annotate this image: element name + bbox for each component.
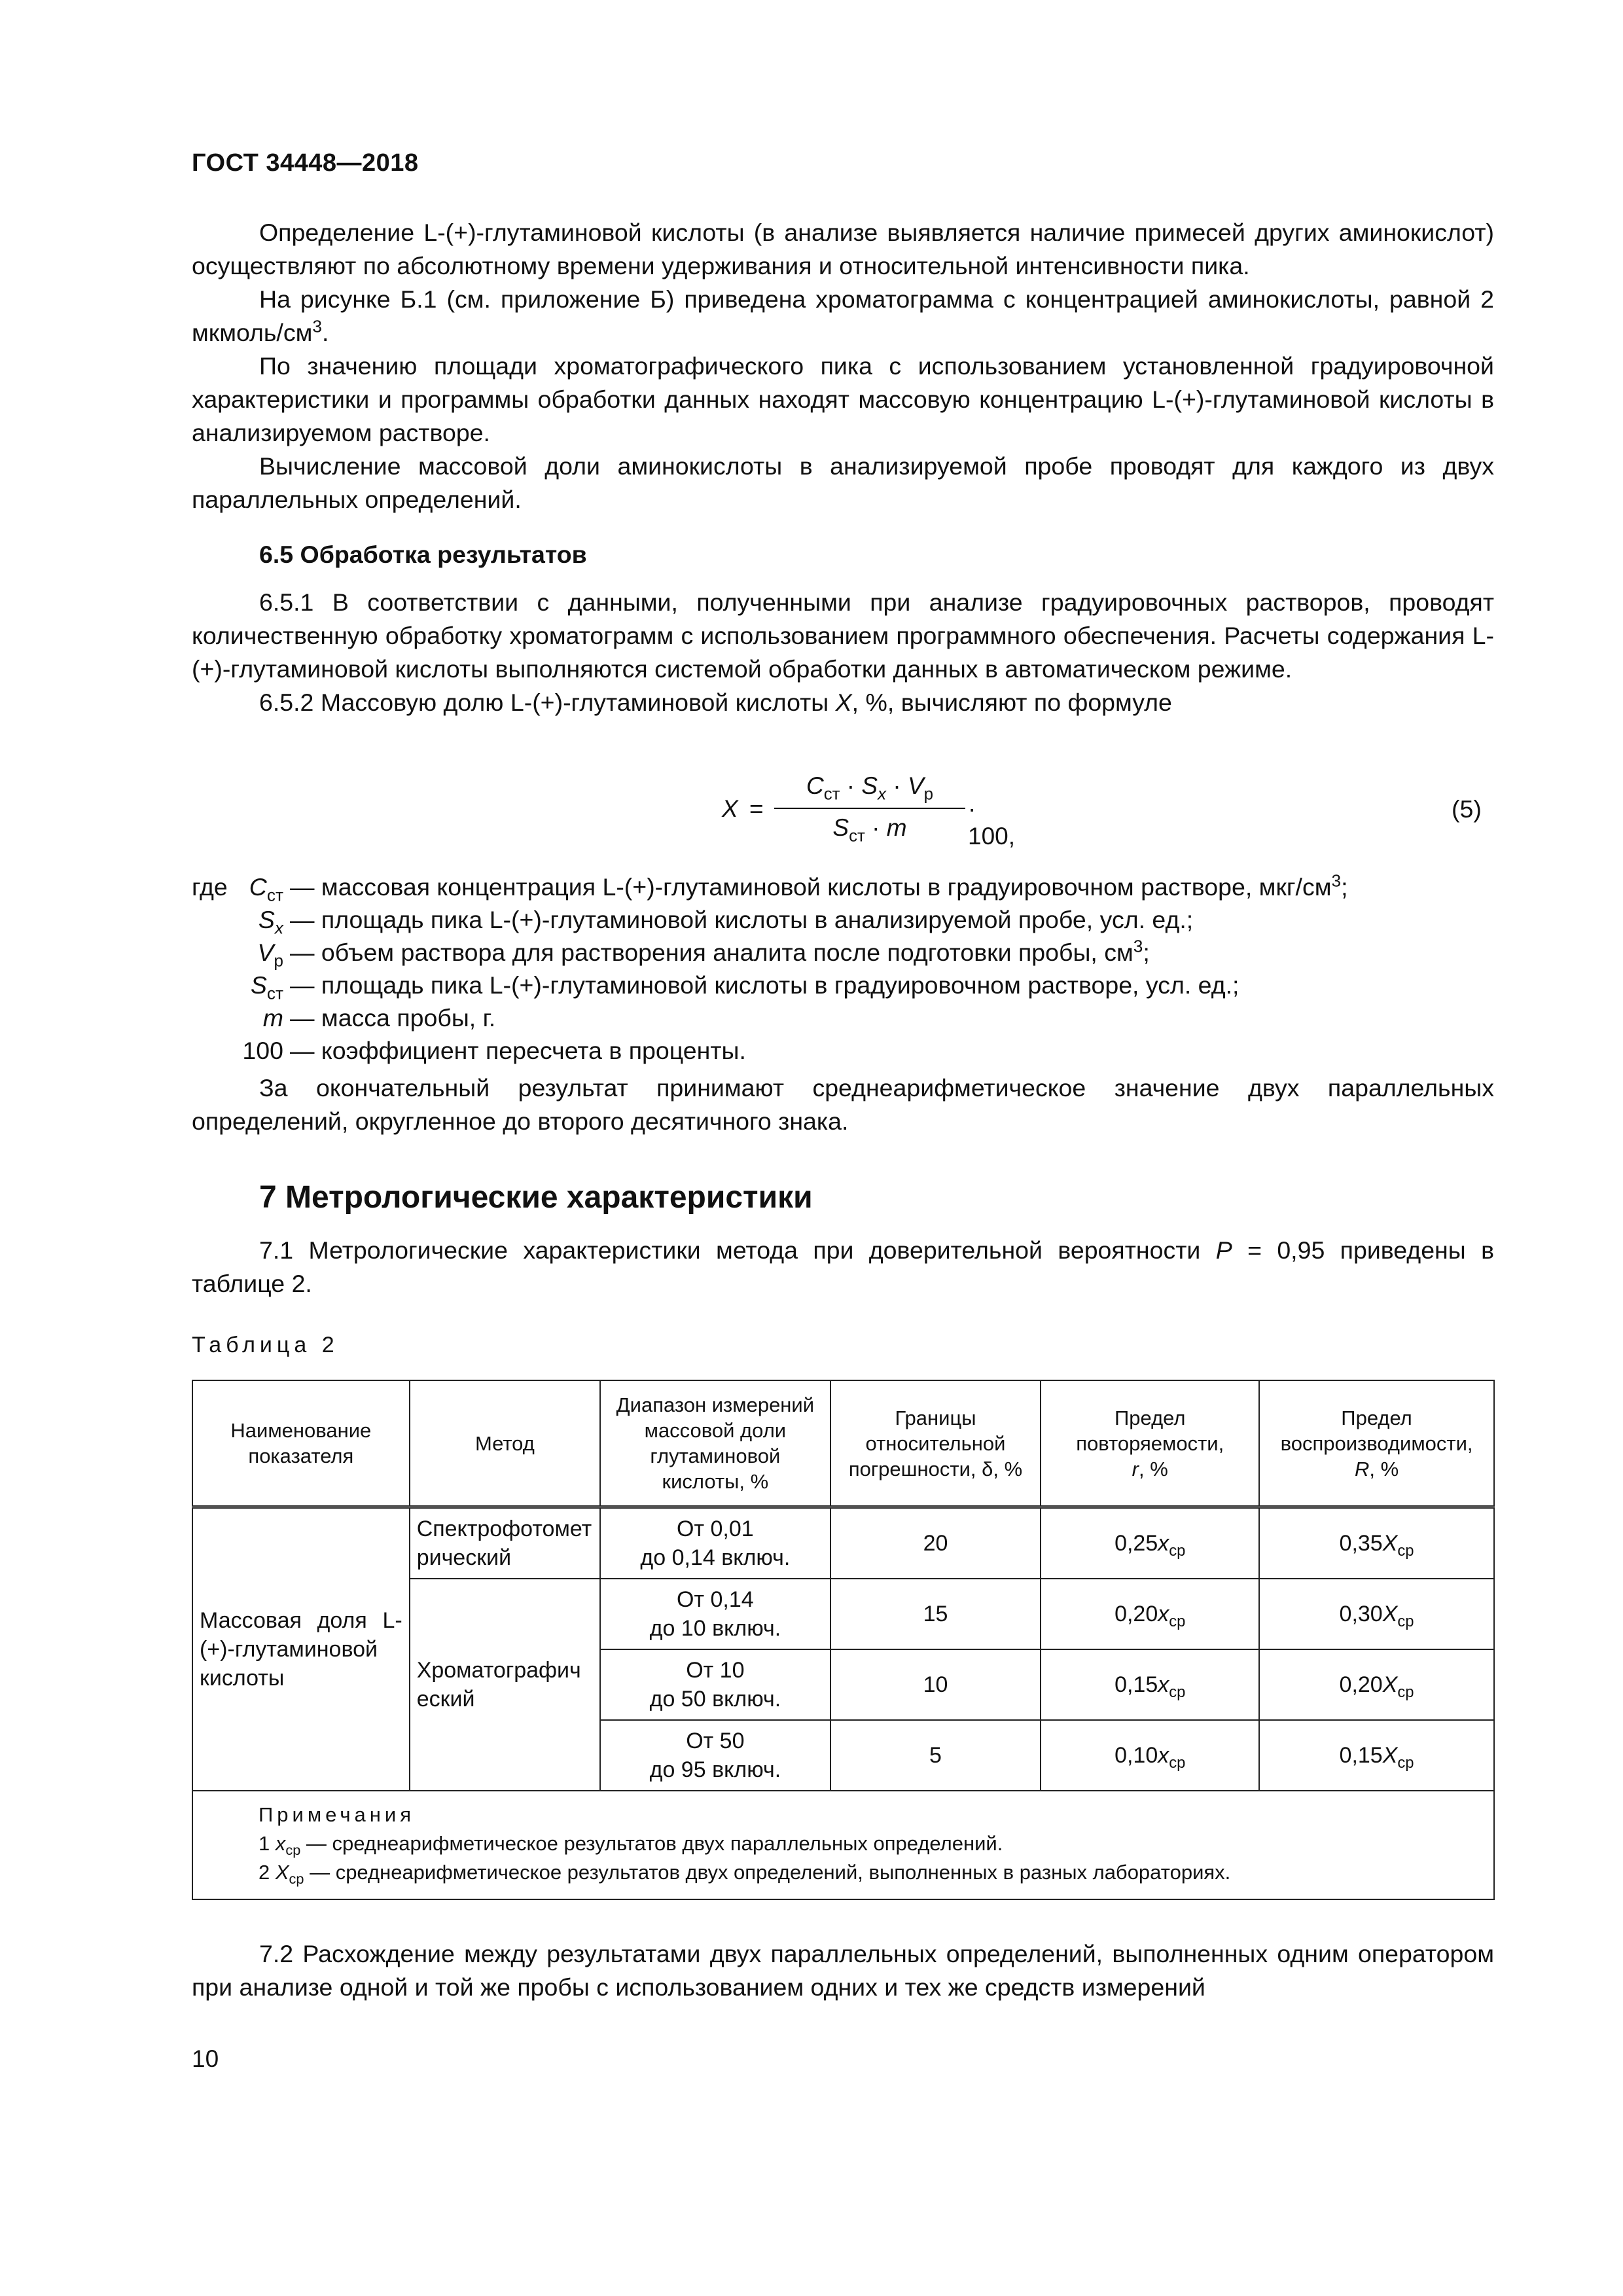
header-reproducibility: Предел воспроизводимости, R, %	[1259, 1380, 1494, 1507]
section-6-5-text	[192, 586, 1494, 719]
paragraph: Вычисление массовой доли аминокислоты в анализируемой пробе проводят для каждого из двух параллельных определений.	[192, 452, 1494, 513]
paragraph: Определение L-(+)-глутаминовой кислоты (в анализе выявляется наличие примесей других аминокислот) осуществляют по абсолютному времени удерживания и относительной интенсивности пика.	[192, 219, 1494, 279]
final-result-paragraph: За окончательный результат принимают среднеарифметическое значение двух параллельных определений, округленное до второго десятичного знака.	[192, 1074, 1494, 1135]
section-heading-6-5: 6.5 Обработка результатов	[259, 541, 587, 568]
header-range: Диапазон измерений массовой доли глутаминовой кислоты, %	[600, 1380, 830, 1507]
table-row	[192, 1507, 1494, 1579]
indicator-cell: Массовая доля L-(+)-глутаминовой кислоты	[192, 1507, 410, 1791]
header-repeatability: Предел повторяемости, r, %	[1041, 1380, 1259, 1507]
repeatability-cell: $0,20x_{ср}$	[1041, 1579, 1259, 1649]
metrology-table	[192, 1380, 1495, 1900]
reproducibility-cell: $0,20X_{ср}$	[1259, 1649, 1494, 1720]
notes-title: Примечания	[259, 1803, 415, 1826]
formula-lhs: X	[722, 795, 738, 822]
document-page: ГОСТ 34448—2018 Определение L-(+)-глутаминовой кислоты (в анализе выявляется наличие примесей других аминокислот) осуществляют по абсолютному времени удерживания и относительной интенсивности пика. На рисунке Б.1 (см. приложение Б) приведена хроматограмма с концентрацией аминокислоты, равной 2 мкмоль/$см^3$. По значению площади хроматографического пика с использованием установленной градуировочной характеристики и программы обработки данных находят массовую концентрацию L-(+)-глутаминовой кислоты в анализируемом растворе. Вычисление массовой доли аминокислоты в анализируемой пробе проводят для каждого из двух параллельных определений. 6.5 Обработка результатов 6.5.1 В соответствии с данными, полученными при анализе градуировочных растворов, проводят количественную обработку хроматограмм с использованием программного обеспечения. Расчеты содержания L-(+)-глутаминовой кислоты выполняются системой обработки данных в автоматическом режиме. 6.5.2 Массовую долю L-(+)-глутаминовой кислоты X, %, вычисляют по формуле X = $C_{ст} \cdot S_x \cdot V_р$ $S_{ст} \cdot m$ · 100, (5) где $C_{ст}$ — массовая концентрация L-(+)-глутаминовой кислоты в градуировочном растворе, мкг/$см^3$; $S_x$ — площадь пика L-(+)-глутаминовой кислоты в анализируемой пробе, усл. ед.; $V_р$ — объем раствора для растворения аналита после подготовки пробы, $см^3$; $S_{ст}$ — площадь пика L-(+)-глутаминовой кислоты в градуировочном растворе, усл. ед.; m — масса пробы, г. 100 — коэффициент пересчета в проценты. За окончательный результат принимают среднеарифметическое значение двух параллельных определений, округленное до второго десятичного знака. 7 Метрологические характеристики 7.1 Метрологические характеристики метода при доверительной вероятности P = 0,95 приведены в таблице 2. Таблица 2 Наименование показателя Метод Диапазон измерений массовой доли глутаминовой кислоты, % Границы относительной погрешности, δ, % Предел повторяемости, r, % Предел воспроизводимости, R, % Массовая доля L-(+)-глутаминовой кислоты Спектрофотометрический От 0,01 до 0,14 включ. 20 $0,25x_{ср}$ $0,35X_{ср}$ Хроматографический От 0,14 до 10 включ. 15 $0,20x_{ср}$ $0,30X_{ср}$ От 10 до 50 включ. 10 $0,15x_{ср}$ $0,20X_{ср}$ От 50 до 95 включ. 5 $0,10x_{ср}$ $0,15X_{ср}$ Примечания 1 $x_{ср}$ — среднеарифметическое результатов двух параллельных определений. 2 $X_{ср}$ — среднеарифметическое результатов двух определений, выполненных в разных лабораториях. 7.2 Расхождение между результатами двух параллельных определений, выполненных одним оператором при анализе одной и той же пробы с использованием одних и тех же средств измерений 10	[192, 149, 1494, 2072]
page-number: 10	[192, 2045, 219, 2072]
formula-tail: · 100,	[968, 795, 1016, 850]
header-indicator: Наименование показателя	[192, 1380, 410, 1507]
fraction-bar	[774, 808, 965, 809]
table-caption: Таблица 2	[192, 1333, 339, 1357]
repeatability-cell: $0,15x_{ср}$	[1041, 1649, 1259, 1720]
header-error: Границы относительной погрешности, δ, %	[830, 1380, 1041, 1507]
note-1: 1 $x_{ср}$ — среднеарифметическое результатов двух параллельных определений.	[259, 1832, 1003, 1859]
reproducibility-cell: $0,35X_{ср}$	[1259, 1507, 1494, 1579]
section-7-2-text: 7.2 Расхождение между результатами двух параллельных определений, выполненных одним оператором при анализе одной и той же пробы с использованием одних и тех же средств измерений	[192, 1940, 1494, 2001]
range-cell: От 0,14 до 10 включ.	[600, 1579, 830, 1649]
formula-number: (5)	[1452, 795, 1482, 823]
intro-paragraphs	[192, 216, 1494, 516]
note-2: 2 $X_{ср}$ — среднеарифметическое результатов двух определений, выполненных в разных лабораториях.	[259, 1861, 1231, 1888]
reproducibility-cell: $0,30X_{ср}$	[1259, 1579, 1494, 1649]
standard-number: ГОСТ 34448—2018	[192, 149, 419, 177]
range-cell: От 50 до 95 включ.	[600, 1720, 830, 1791]
method-cell: Хроматографический	[410, 1579, 600, 1791]
formula-5	[717, 772, 1016, 864]
paragraph: На рисунке Б.1 (см. приложение Б) приведена хроматограмма с концентрацией аминокислоты, равной 2 мкмоль/$см^3$.	[192, 285, 1494, 346]
repeatability-cell: $0,10x_{ср}$	[1041, 1720, 1259, 1791]
formula-numerator: $C_{ст} \cdot S_x \cdot V_р$	[806, 772, 934, 804]
repeatability-cell: $0,25x_{ср}$	[1041, 1507, 1259, 1579]
formula-denominator: $S_{ст} \cdot m$	[832, 814, 907, 846]
delta-cell: 5	[830, 1720, 1041, 1791]
delta-cell: 10	[830, 1649, 1041, 1720]
method-cell: Спектрофотометрический	[410, 1507, 600, 1579]
delta-cell: 15	[830, 1579, 1041, 1649]
range-cell: От 10 до 50 включ.	[600, 1649, 830, 1720]
range-cell: От 0,01 до 0,14 включ.	[600, 1507, 830, 1579]
section-heading-7: 7 Метрологические характеристики	[259, 1180, 813, 1215]
formula-equals: =	[749, 795, 764, 822]
paragraph: 6.5.2 Массовую долю L-(+)-глутаминовой кислоты X, %, вычисляют по формуле	[259, 689, 1172, 716]
table-notes	[192, 1791, 1494, 1899]
table-notes-row	[192, 1791, 1494, 1899]
header-method: Метод	[410, 1380, 600, 1507]
paragraph: 6.5.1 В соответствии с данными, полученными при анализе градуировочных растворов, проводят количественную обработку хроматограмм с использованием программного обеспечения. Расчеты содержания L-(+)-глутаминовой кислоты выполняются системой обработки данных в автоматическом режиме.	[192, 588, 1494, 683]
reproducibility-cell: $0,15X_{ср}$	[1259, 1720, 1494, 1791]
where-label: где	[192, 873, 228, 901]
paragraph: По значению площади хроматографического пика с использованием установленной градуировочной характеристики и программы обработки данных находят массовую концентрацию L-(+)-глутаминовой кислоты в анализируемом растворе.	[192, 352, 1494, 446]
table-header-row	[192, 1380, 1494, 1507]
section-7-1-text: 7.1 Метрологические характеристики метода при доверительной вероятности P = 0,95 приведены в таблице 2.	[192, 1236, 1494, 1297]
delta-cell: 20	[830, 1507, 1041, 1579]
